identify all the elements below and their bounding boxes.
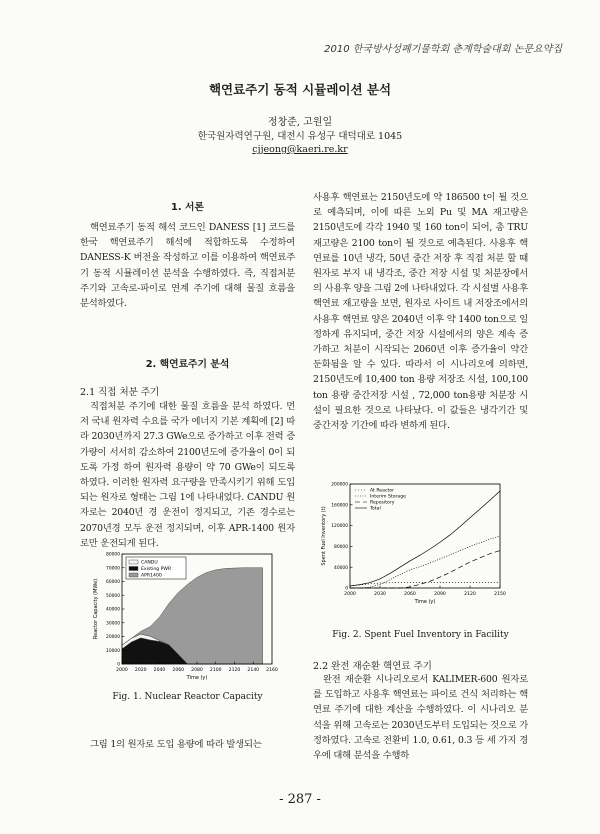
x-tick-label: 2100 [209, 668, 222, 673]
paper-title: 핵연료주기 동적 시뮬레이션 분석 [208, 82, 392, 97]
y-tick-label: 80000 [106, 552, 120, 558]
section-1-heading: 1. 서론 [171, 202, 204, 213]
y-tick-label: 40000 [334, 565, 348, 571]
y-tick-label: 10000 [106, 648, 120, 654]
subsection-2-2-paragraph: 완전 재순환 시나리오로서 KALIMER-600 원자로를 도입하고 사용후 핵연료는 파이로 건식 처리하는 핵연료 주기에 대한 계산을 수행하였다. 이 시나리오 분석을 위해 고속로는 2030년도부터 도입되는 것으로 가정하였다. 고속로 전환비 1.0, 0.61, 0.3 등 세 가지 경우에 대해 분석을 수행하 [313, 674, 529, 762]
x-axis-label: Time (y) [186, 675, 208, 681]
legend [355, 488, 406, 512]
right-paragraph-1: 사용후 핵연료는 2150년도에 약 186500 t이 될 것으로 예측되며, 이에 따른 노외 Pu 및 MA 재고량은 2150년도에 각각 1940 및 160 ton이 되어, 총 TRU 재고량은 2100 ton이 될 것으로 예측된다. 사용후 핵연료를 10년 냉각, 50년 중간 저장 후 직접 처분 할 때 원자로 부지 내 냉각조, 중간 저장 시설 및 처분장에서의 사용후 양을 그림 2에 나타내었다. 각 시설별 사용후 핵연료 재고량을 보면, 원자로 사이트 내 저장조에서의 사용후 핵연료 양은 2040년 이후 약 1400 ton으로 일정하게 유지되며, 중간 저장 시설에서의 양은 계속 증가하고 처분이 시작되는 2060년 이후 증가율이 약간 둔화됨을 알 수 있다. 따라서 이 시나리오에 의하면, 2150년도에 10,400 ton 용량 저장조 시설, 100,100 ton 용량 중간저장 시설 , 72,000 ton용량 처분장 시설이 필요한 것으로 나타났다. 이 값들은 냉각기간 및 중간저장 기간에 따라 변하게 된다. [313, 192, 528, 432]
figure-1 [88, 548, 278, 690]
figure-2 [316, 478, 506, 616]
legend-swatch [129, 567, 138, 571]
legend-entry: At Reactor [370, 488, 394, 494]
y-tick-label: 70000 [106, 566, 120, 572]
subsection-2-1-body [80, 399, 295, 551]
legend [126, 557, 186, 579]
y-tick-label: 60000 [106, 580, 120, 586]
y-tick-label: 30000 [106, 621, 120, 627]
x-tick-label: 2000 [344, 592, 356, 597]
section-1-paragraph: 핵연료주기 동적 해석 코드인 DANESS [1] 코드를 한국 핵연료주기 해석에 적합하도록 수정하여 DANESS-K 버전을 작성하고 이를 이용하여 핵연료주기 동적 시뮬레이션 분석을 수행하였다. 즉, 직접처분 주기와 고속로-파이로 연계 주기에 대해 물질 흐름을 분석하였다. [80, 222, 295, 310]
x-tick-label: 2060 [172, 668, 185, 673]
figure-2-caption: Fig. 2. Spent Fuel Inventory in Facility [332, 630, 509, 640]
y-axis-label: Reactor Capacity (MWe) [93, 578, 99, 640]
legend-entry: CANDU [141, 560, 158, 566]
x-tick-label: 2120 [464, 592, 476, 597]
x-tick-label: 2120 [228, 668, 241, 673]
legend-swatch [129, 573, 138, 577]
reactor-capacity-chart [88, 548, 278, 686]
plot-area [122, 568, 263, 664]
x-tick-label: 2090 [434, 592, 446, 597]
x-tick-label: 2000 [116, 668, 128, 673]
paper-affiliation: 한국원자력연구원, 대전시 유성구 대덕대로 1045 [197, 131, 403, 142]
legend-entry: Existing PWR [141, 567, 172, 573]
x-tick-label: 2030 [374, 592, 386, 597]
y-tick-label: 0 [117, 662, 120, 668]
legend-entry: APR1400 [141, 573, 162, 579]
left-bottom-text [80, 737, 295, 752]
subsection-2-1-heading: 2.1 직접 처분 주기 [80, 387, 160, 398]
legend-entry: Repository [370, 500, 395, 506]
x-tick-label: 2060 [404, 592, 416, 597]
legend-entry: Total [370, 506, 381, 512]
y-axis-label: Spent Fuel Inventory (t) [321, 506, 327, 566]
y-tick-label: 0 [345, 586, 348, 592]
legend-swatch [129, 560, 138, 564]
paper-email[interactable]: cjjeong@kaeri.re.kr [252, 144, 348, 155]
legend-entry: Interim Storage [370, 494, 406, 500]
subsection-2-1-paragraph: 직접처분 주기에 대한 물질 흐름을 분석 하였다. 먼저 국내 원자력 수요를 국가 에너지 기본 계획에 [2] 따라 2030년까지 27.3 GWe으로 증가하고 이후 전력 증가량이 서서히 감소하여 2100년도에 증가율이 0이 되도록 가정 하여 원자력 용량이 약 70 GWe이 되도록 하였다. 이러한 원자력 요구량을 만족시키기 위해 도입되는 원자로 형태는 그림 1에 나타내었다. CANDU 원자로는 2040년 경 운전이 정지되고, 기존 경수로는 2070년경 모두 운전 정지되며, 이후 APR-1400 원자로만 운전되게 된다. [80, 401, 295, 549]
subsection-2-2-heading: 2.2 완전 재순환 핵연료 주기 [313, 661, 432, 672]
x-axis-label: Time (y) [414, 599, 436, 605]
x-tick-label: 2040 [153, 668, 166, 673]
section-1-body [80, 220, 295, 311]
line-interim-storage [350, 536, 500, 588]
left-bottom-paragraph: 그림 1의 원자로 도입 용량에 따라 발생되는 [90, 739, 262, 750]
y-tick-label: 80000 [334, 545, 348, 550]
figure-1-caption: Fig. 1. Nuclear Reactor Capacity [112, 692, 263, 702]
y-tick-label: 160000 [331, 503, 348, 509]
subsection-2-2-body [313, 672, 528, 763]
y-tick-label: 50000 [106, 593, 120, 599]
x-tick-label: 2140 [247, 668, 260, 673]
x-tick-label: 2150 [494, 592, 506, 597]
page-number: - 287 - [279, 792, 321, 807]
x-tick-label: 2160 [266, 668, 278, 673]
y-tick-label: 120000 [331, 524, 348, 530]
x-tick-label: 2080 [191, 668, 203, 673]
right-column-body [313, 190, 528, 433]
spent-fuel-inventory-chart [316, 478, 506, 612]
y-tick-label: 20000 [106, 635, 120, 641]
paper-authors: 정창준, 고원일 [267, 117, 333, 128]
y-tick-label: 200000 [331, 482, 348, 488]
x-tick-label: 2020 [134, 668, 147, 673]
section-2-heading: 2. 핵연료주기 분석 [145, 359, 230, 370]
y-tick-label: 40000 [106, 607, 120, 613]
running-header: 2010 한국방사성폐기물학회 춘계학술대회 논문요약집 [324, 44, 562, 55]
